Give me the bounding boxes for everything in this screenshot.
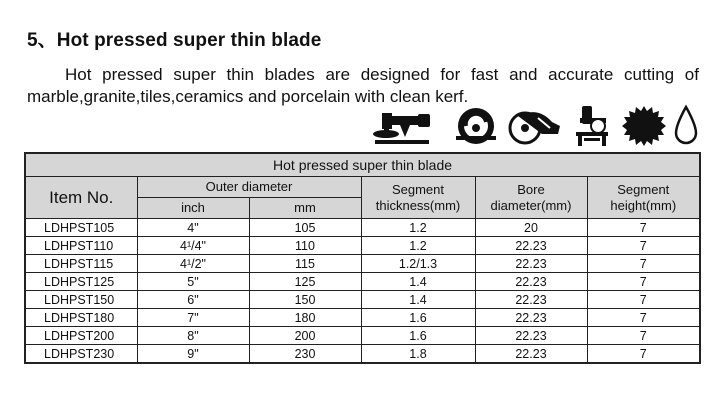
cell-height: 7 <box>587 309 700 327</box>
cell-mm: 110 <box>249 237 361 255</box>
cell-thickness: 1.2/1.3 <box>361 255 475 273</box>
cell-height: 7 <box>587 219 700 237</box>
application-icons <box>372 104 700 148</box>
cell-height: 7 <box>587 273 700 291</box>
cell-inch: 4¹/4" <box>137 237 249 255</box>
cell-thickness: 1.2 <box>361 219 475 237</box>
cell-item: LDHPST110 <box>25 237 137 255</box>
table-row <box>25 345 700 364</box>
cell-item: LDHPST150 <box>25 291 137 309</box>
cell-item: LDHPST180 <box>25 309 137 327</box>
table-title: Hot pressed super thin blade <box>25 153 700 177</box>
header-bore-line2: diameter(mm) <box>490 197 572 213</box>
cell-thickness: 1.2 <box>361 237 475 255</box>
cell-inch: 5" <box>137 273 249 291</box>
header-mm: mm <box>249 198 361 219</box>
cell-thickness: 1.8 <box>361 345 475 364</box>
angle-grinder-icon <box>372 104 432 148</box>
cell-bore: 22.23 <box>475 345 587 364</box>
cell-bore: 22.23 <box>475 327 587 345</box>
header-segment-thickness <box>361 177 475 219</box>
header-segment-height <box>587 177 700 219</box>
cell-mm: 200 <box>249 327 361 345</box>
cell-height: 7 <box>587 291 700 309</box>
blade-icon <box>622 104 666 148</box>
cell-inch: 7" <box>137 309 249 327</box>
table-row <box>25 327 700 345</box>
cell-bore: 22.23 <box>475 291 587 309</box>
header-segment-height-line2: height(mm) <box>610 197 677 213</box>
cell-height: 7 <box>587 327 700 345</box>
cell-height: 7 <box>587 345 700 364</box>
table-row <box>25 309 700 327</box>
cell-bore: 22.23 <box>475 255 587 273</box>
intro-paragraph <box>27 64 699 108</box>
cell-mm: 150 <box>249 291 361 309</box>
cell-inch: 8" <box>137 327 249 345</box>
cell-mm: 125 <box>249 273 361 291</box>
cell-bore: 22.23 <box>475 309 587 327</box>
tile-saw-icon <box>572 104 612 148</box>
cell-height: 7 <box>587 237 700 255</box>
cell-mm: 115 <box>249 255 361 273</box>
header-segment-thickness-line2: thickness(mm) <box>375 197 461 213</box>
cut-off-saw-icon <box>508 104 562 148</box>
table-body <box>25 219 700 364</box>
header-bore-diameter <box>475 177 587 219</box>
cell-mm: 230 <box>249 345 361 364</box>
cell-inch: 4" <box>137 219 249 237</box>
table-row <box>25 237 700 255</box>
section-heading: 5、Hot pressed super thin blade <box>27 30 322 51</box>
header-outer-diameter: Outer diameter <box>137 177 361 198</box>
cell-item: LDHPST105 <box>25 219 137 237</box>
cell-item: LDHPST125 <box>25 273 137 291</box>
water-drop-icon <box>672 104 700 148</box>
cell-thickness: 1.6 <box>361 327 475 345</box>
spec-table <box>24 152 701 364</box>
cell-bore: 22.23 <box>475 237 587 255</box>
header-inch: inch <box>137 198 249 219</box>
header-item-no: Item No. <box>25 177 137 219</box>
table-row <box>25 255 700 273</box>
cell-bore: 20 <box>475 219 587 237</box>
table-row <box>25 219 700 237</box>
cell-thickness: 1.6 <box>361 309 475 327</box>
cell-thickness: 1.4 <box>361 291 475 309</box>
cell-bore: 22.23 <box>475 273 587 291</box>
cell-thickness: 1.4 <box>361 273 475 291</box>
circular-saw-icon <box>454 104 498 148</box>
table-row <box>25 273 700 291</box>
cell-height: 7 <box>587 255 700 273</box>
cell-inch: 6" <box>137 291 249 309</box>
cell-inch: 4¹/2" <box>137 255 249 273</box>
cell-item: LDHPST115 <box>25 255 137 273</box>
cell-item: LDHPST200 <box>25 327 137 345</box>
cell-inch: 9" <box>137 345 249 364</box>
header-segment-thickness-line1: Segment <box>391 181 445 197</box>
cell-mm: 105 <box>249 219 361 237</box>
header-segment-height-line1: Segment <box>617 181 670 197</box>
intro-text: Hot pressed super thin blades are designed for fast and accurate cutting of marble,granite,tiles,ceramics and porcelain with clean kerf. <box>27 65 699 106</box>
table-row <box>25 291 700 309</box>
cell-mm: 180 <box>249 309 361 327</box>
header-bore-line1: Bore <box>517 181 545 197</box>
cell-item: LDHPST230 <box>25 345 137 364</box>
